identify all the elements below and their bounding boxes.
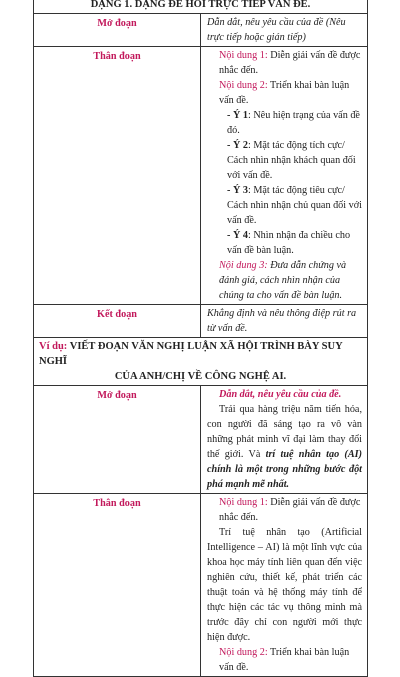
- example-content-1-text: Diễn giải vấn đề được nhắc đến.: [219, 497, 361, 523]
- section-title: DẠNG 1. DẠNG ĐỀ HỎI TRỰC TIẾP VẤN ĐỀ.: [34, 0, 368, 14]
- example-than-doan-row: [34, 494, 368, 677]
- idea-1: [207, 108, 362, 138]
- example-than-doan-content: [201, 494, 368, 677]
- idea-4-label: - Ý 4: [227, 230, 248, 241]
- example-heading-line-1: [39, 339, 362, 369]
- idea-1-label: - Ý 1: [227, 110, 248, 121]
- idea-3: [207, 183, 362, 228]
- example-mo-doan-label: Mở đoạn: [34, 386, 201, 494]
- outline-table: [33, 0, 368, 677]
- example-title: VIẾT ĐOẠN VĂN NGHỊ LUẬN XÃ HỘI TRÌNH BÀY SUY NGHĨ: [39, 341, 343, 367]
- ket-doan-label: Kết đoạn: [34, 305, 201, 338]
- idea-4: [207, 228, 362, 258]
- example-content-1-label: Nội dung 1:: [219, 497, 268, 508]
- example-than-doan-label: Thân đoạn: [34, 494, 201, 677]
- example-content-2-label: Nội dung 2:: [219, 647, 268, 658]
- content-3: [207, 258, 362, 303]
- example-heading: [34, 338, 368, 386]
- than-doan-row: [34, 47, 368, 305]
- example-content-1: [207, 495, 362, 525]
- mo-doan-row: [34, 14, 368, 47]
- example-mo-doan-body-bold: trí tuệ nhân tạo (AI) chính là một trong những bước đột phá mạnh mẽ nhất.: [207, 449, 362, 490]
- idea-2-label: - Ý 2: [227, 140, 248, 151]
- idea-4-text: : Nhìn nhận đa chiều cho vấn đề bàn luận.: [227, 230, 351, 256]
- content-3-label: Nội dung 3:: [219, 260, 268, 271]
- content-2: [207, 78, 362, 108]
- idea-2-text: : Mặt tác động tích cực/ Cách nhìn nhận khách quan đối với vấn đề.: [227, 140, 356, 181]
- content-3-text: Đưa dẫn chứng và đánh giá, cách nhìn nhận của chúng ta cho vấn đề bàn luận.: [219, 260, 347, 301]
- mo-doan-label: Mở đoạn: [34, 14, 201, 47]
- example-mo-doan-body-plain: Trải qua hàng triệu năm tiến hóa, con người đã sáng tạo ra vô vàn những phát minh vĩ đại làm thay đổi thế giới. Và: [207, 404, 362, 460]
- than-doan-content: [201, 47, 368, 305]
- idea-2: [207, 138, 362, 183]
- example-heading-row: [34, 338, 368, 386]
- content-2-label: Nội dung 2:: [219, 80, 268, 91]
- example-mo-doan-content: [201, 386, 368, 494]
- example-mo-doan-body: [207, 402, 362, 492]
- mo-doan-text: Dẫn dắt, nêu yêu cầu của đề (Nêu trực tiếp hoặc gián tiếp): [201, 14, 368, 47]
- example-mo-doan-intro: Dẫn dắt, nêu yêu cầu của đề.: [219, 389, 342, 400]
- example-label: Ví dụ:: [39, 341, 68, 352]
- example-heading-line-2: CỦA ANH/CHỊ VỀ CÔNG NGHỆ AI.: [114, 371, 287, 382]
- content-1: [207, 48, 362, 78]
- example-content-2-text: Triển khai bàn luận vấn đề.: [219, 647, 350, 673]
- content-1-text: Diễn giải vấn đề được nhắc đến.: [219, 50, 361, 76]
- idea-3-label: - Ý 3: [227, 185, 248, 196]
- than-doan-label: Thân đoạn: [34, 47, 201, 305]
- example-content-1-body: Trí tuệ nhân tạo (Artificial Intelligence – AI) là một lĩnh vực của khoa học máy tính liên quan đến việc nghiên cứu, thiết kế, phát triển các thuật toán và hệ thống máy tính để thực hiện các tác vụ thông minh mà trước đây chỉ con người mới thực hiện được.: [207, 527, 362, 643]
- example-content-2: [207, 645, 362, 675]
- ket-doan-row: [34, 305, 368, 338]
- idea-3-text: : Mặt tác động tiêu cực/ Cách nhìn nhận chủ quan đối với vấn đề.: [227, 185, 362, 226]
- example-mo-doan-row: [34, 386, 368, 494]
- content-2-text: Triển khai bàn luận vấn đề.: [219, 80, 350, 106]
- content-1-label: Nội dung 1:: [219, 50, 268, 61]
- document-page: [33, 0, 368, 677]
- ket-doan-text: Khẳng định và nêu thông điệp rút ra từ vấn đề.: [201, 305, 368, 338]
- idea-1-text: : Nêu hiện trạng của vấn đề đó.: [227, 110, 360, 136]
- section-title-row: [34, 0, 368, 14]
